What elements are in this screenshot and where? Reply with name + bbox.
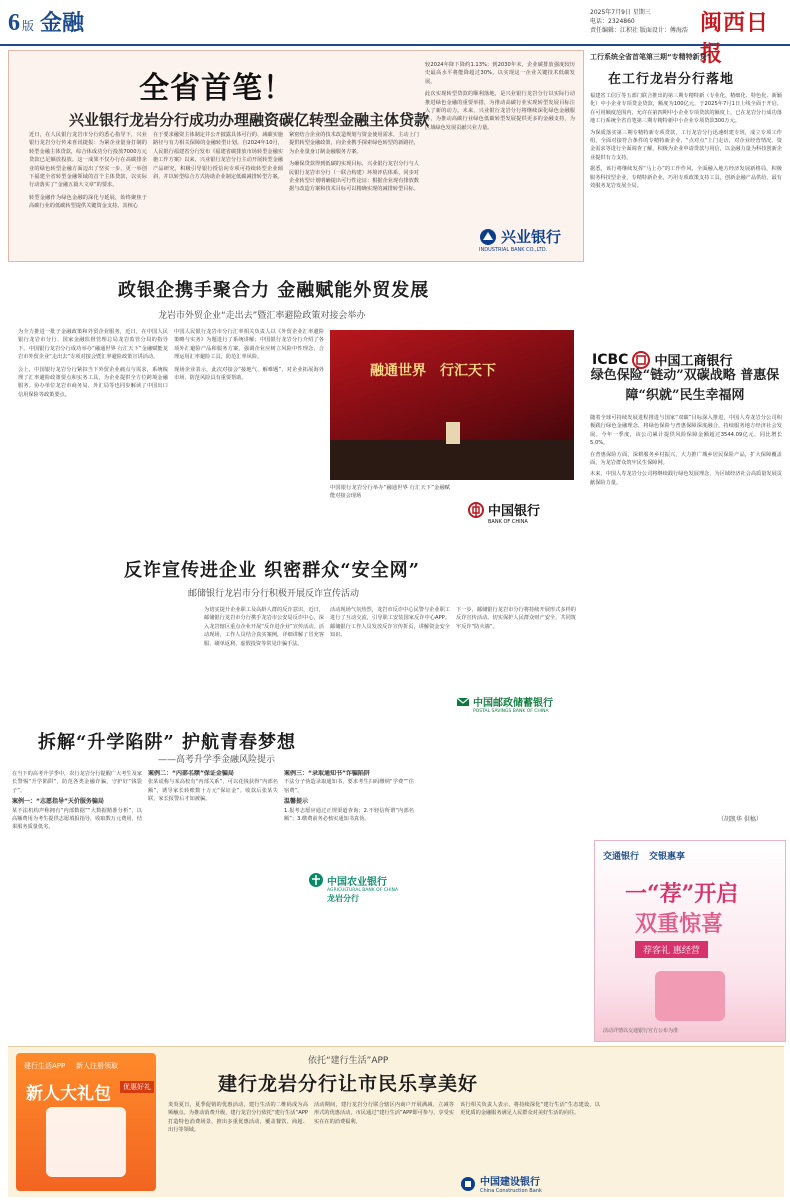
logo-english: BANK OF CHINA <box>488 519 528 525</box>
construction-bank-logo <box>460 1173 542 1194</box>
paragraph: 现场企业表示，此次对接会“接地气、解难题”，对企业拓展海外市场、防范风险具有重要帮助。 <box>174 366 324 382</box>
section-name: 金融 <box>40 10 85 36</box>
logo-text: 中国农业银行 <box>327 876 387 888</box>
bank-of-china-logo <box>468 500 540 525</box>
column-3 <box>456 606 576 686</box>
logo-english: AGRICULTURAL BANK OF CHINA <box>327 888 399 893</box>
paragraph: 中国人民银行龙岩市分行汇率相关负责人以《外贸企业汇率避险策略与实务》为题进行了系统讲解；中国银行龙岩分行介绍了各项外汇避险产品和服务方案，强调企业应树立风险中性理念，合理运用汇率避险工具，防范汇率风险。 <box>174 329 324 361</box>
logo-text: 中国银行 <box>488 504 541 519</box>
article-postal-savings-bank <box>8 552 582 722</box>
agricultural-bank-logo <box>308 872 398 904</box>
ad-app-name: 建行生活APP <box>24 1062 66 1070</box>
paragraph: 近日，在人民银行龙岩市分行的悉心指导下，兴业银行龙岩分行传来喜讯捷报：为紧企业量身打制的转型金融主体贷款，综合体成功分行投放7000万元贷款已足额放投放。这一成果不仅办行在高碳排企业的绿色转型金融方面迈出了坚实一步，更一举创下福建全省转型金融领域的首个主体贷款，以实际行动落实了“金融五篇大文章”的要求。 <box>29 132 147 189</box>
paragraph: 为保质落实第三期专精特新专项贷款，工行龙岩分行迅速组建专班，成立专项工作组，全面对接符合条件的专精特新企业，“点对点”上门走访，对企业经营情况、资金需求等进行全面调查了解，积极为企业申请贷款与用信，以金融力量为科技创新企业提供有力支持。 <box>590 129 782 161</box>
column-2 <box>148 770 278 920</box>
paragraph: 在于要求融资主体制定并公开披露具体可行的、减碳实施路径与有力相关保障的金融转型计划。自2024年10月，人民银行福建省分行发布《福建省碳排放市场转型金融实施工作方案》以来，兴业银行龙岩分行主动开展转型金融产品研究，积极引导银行授信向专项可持续转型企业倾斜，并以转型综合方式协助企业制定低碳减排转型方案。 <box>153 132 283 181</box>
article-green-insurance <box>588 362 784 832</box>
industrial-bank-icon <box>479 228 497 246</box>
ad-big-text: 新人大礼包 <box>26 1084 111 1104</box>
paragraph: 某不法机构声称拥有“内部数据”“大数据精准分析”，以高额费用为考生提供志愿填报指导，收取数万元费用，结果服务质量低劣。 <box>12 807 142 831</box>
column-1 <box>18 328 168 528</box>
paragraph: 此次实现转型贷款的顺利落地，是兴业银行龙岩分行以实际行动推进绿色金融的重要举措，为推动高碳行业实现转型发展目标注入了新的动力。未来，兴业银行龙岩分行将继续深化绿色金融服务，为推动高碳行业绿色低碳转型发展提供更多的金融支持，为区域绿色发展贡献兴业力量。 <box>425 91 575 131</box>
logo-english: POSTAL SAVINGS BANK OF CHINA <box>473 709 549 714</box>
ad-headline-2: 双重惊喜 <box>635 911 724 937</box>
paragraph: 随着全球可持续发展进程推进与国家“双碳”目标深入推进，中国人寿龙岩分公司积极践行绿色金融理念，将绿色保险与普惠保障深度融合，持续服务地方经济社会发展。今年一季度，该公司累计提供风险保障金额超过3544.09亿元，同比增长5.0%。 <box>590 415 782 447</box>
paragraph: 炎炎夏日，夏季促销的优惠活动，建行生活的二维码成为高频触点。为推动消费升级，建行龙岩分行依托“建行生活”APP打造特色消费场景，推出多重优惠活动，覆盖餐饮、商超、出行等领域。 <box>168 1102 308 1134</box>
stage-floor <box>330 440 574 480</box>
column-1 <box>204 606 324 716</box>
podium <box>446 422 460 444</box>
column-1 <box>168 1101 308 1193</box>
article-subtitle: 龙岩市外贸企业“走出去”暨汇率避险政策对接会举办 <box>158 311 366 321</box>
case-heading: 案例一：“志愿指导”天价服务骗局 <box>12 798 104 806</box>
column-3 <box>460 1101 600 1171</box>
ad-small-text: 优惠好礼 <box>120 1081 154 1093</box>
icbc-name: 中国工商银行 <box>654 354 733 369</box>
banner-text-2: 行汇天下 <box>440 363 496 379</box>
column-2 <box>153 131 283 251</box>
ad-subtitle: 新人注册领取 <box>76 1062 118 1070</box>
paragraph: 在当下的高考升学季中，农行龙岩分行提醒广大考生及家长警惕“升学陷阱”，防范各类金融诈骗，守护好“钱袋子”。 <box>12 771 142 794</box>
photo-caption: 中国银行龙岩分行举办“融通世界 行汇天下”金融赋能对接会现场 <box>330 485 450 500</box>
article-subtitle: 邮储银行龙岩市分行积极开展反诈宣传活动 <box>188 589 360 599</box>
article-bank-of-china <box>8 268 582 548</box>
logo-text: 中国邮政储蓄银行 <box>473 698 553 709</box>
agricultural-bank-icon <box>308 872 324 888</box>
article-construction-bank <box>8 1046 784 1197</box>
paragraph: 1.报考志愿应通过正规渠道查询；2.不轻信所谓“内部名额”；3.缴费前务必核实通知书真伪。 <box>284 807 414 823</box>
logo-english: INDUSTRIAL BANK CO.,LTD. <box>479 247 548 253</box>
case-heading: 案例三：“录取通知书”诈骗陷阱 <box>284 770 370 777</box>
paper-name-logo: 闽西日报 <box>700 10 770 67</box>
paragraph: 紧密结合企业的技术改造规划与资金使用需求，主动上门提供转型金融政策，向企业携手探索绿色转型的新路径，为企业量身订制金融服务方案。 <box>289 132 419 155</box>
paragraph: 为确保贷款得到低碳的实现目标，兴业银行龙岩分行与人民银行龙岩市分行（一联合构建）环境评估体系，同步对企业转型计划明确提出可行性论证：根据企业现有排放数据与改造方案和技术目标可以精确实现的减排转型目标。 <box>289 161 419 193</box>
bank-of-china-icon <box>468 502 484 518</box>
logo-text: 兴业银行 <box>501 228 562 246</box>
ad-brand-2: 交银惠享 <box>649 852 686 862</box>
paragraph: 该行相关负责人表示，将持续深化“建行生活”生态建设，以更优质的金融服务满足人民群众对美好生活的向往。 <box>460 1102 600 1117</box>
article-body <box>590 414 782 814</box>
paragraph: 较2024年降下降约1.13%；到2030年末，企业碳排放强度较历史最高水平将能降超过30%，以实现这一企业关键技术低碳发展。 <box>425 62 575 85</box>
column-3 <box>289 131 419 251</box>
paragraph: 不法分子伪造录取通知书，要求考生扫码缴纳“学费”“住宿费”。 <box>284 779 414 794</box>
article-title: 建行龙岩分行让市民乐享美好 <box>218 1073 479 1095</box>
article-subtitle: 兴业银行龙岩分行成功办理融资碳亿转型金融主体贷款 <box>69 111 430 129</box>
ccb-life-app-ad <box>16 1053 156 1191</box>
article-title: 在工行龙岩分行落地 <box>608 72 735 87</box>
column-1 <box>12 770 142 920</box>
article-body <box>590 92 782 352</box>
paragraph: 下一步，邮储银行龙岩市分行将持续开展形式多样的反诈宣传活动，切实保护人民群众财产安全，共同筑牢反诈“防火墙”。 <box>456 607 576 630</box>
issue-date: 2025年7月9日 星期三 <box>590 9 651 16</box>
ad-brand-row <box>603 849 685 862</box>
column-2 <box>330 606 450 716</box>
paragraph: 在普惠保险方面，深耕服务乡村振兴，大力推广城乡居民保险产品，扩大保障覆盖面，为龙岩群众筑牢民生保障网。 <box>590 451 782 467</box>
postal-savings-icon <box>456 695 470 709</box>
icbc-abbr: ICBC <box>592 351 629 368</box>
ad-headline: 一“荐”开启 <box>625 881 739 907</box>
case-heading: 案例二：“内部名额”保证金骗局 <box>148 770 234 777</box>
page-unit: 版 <box>22 19 35 33</box>
article-title: 拆解“升学陷阱” 护航青春梦想 <box>38 732 296 753</box>
banner-text-1: 融通世界 <box>370 363 426 379</box>
column-2 <box>314 1101 454 1193</box>
logo-text: 中国建设银行 <box>480 1177 540 1188</box>
ad-phone-graphic <box>46 1107 126 1177</box>
editor-credit: 责任编辑：江积社 版面设计：傅海浩 <box>590 27 688 34</box>
bank-of-communications-ad <box>594 840 786 1042</box>
event-photo <box>330 330 574 480</box>
column-4 <box>425 61 575 251</box>
paragraph: 会上，中国银行龙岩分行紧扣当下外贸企业痛点与需求，系统梳理了汇率避险政策要点和实务工具，为企业提供全方位跨境金融服务。协办单位龙岩市商务局、外汇局等也同步解读了中国出口信用保险等政策要点。 <box>18 366 168 398</box>
article-title: 反诈宣传进企业 织密群众“安全网” <box>124 560 420 581</box>
column-1 <box>29 131 147 251</box>
column-2 <box>174 328 324 528</box>
case-heading: 温馨提示 <box>284 798 309 806</box>
paragraph: 张某谎称与某高校有“内部关系”，可以花钱获得“内部名额”，诱导家长转账数十万元“保证金”。收款后张某失联，家长报警后才知被骗。 <box>148 779 278 803</box>
article-signoff: （胡凯华 供稿） <box>718 816 762 823</box>
paragraph: 活动现场气氛热烈，龙岩市反诈中心民警与企业职工进行了互动交流，引导职工安装国家反诈中心APP。邮储银行工作人员发放反诈宣传折页，讲解资金安全知识。 <box>330 607 450 639</box>
masthead-info <box>590 8 688 35</box>
article-title: 绿色保险“链动”双碳战略 普惠保障“织就”民生幸福网 <box>590 368 780 403</box>
ad-brand-1: 交通银行 <box>603 852 640 862</box>
paragraph: 为全力推进一批子金融政策和外贸企业服务，近日，在中国人民银行龙岩市分行、国家金融监督管理总局龙岩监管分局的指导下，中国银行龙岩分行成功举办“融通世界 行汇天下”金融赋能龙岩市外贸企业“走出去”专项对接会暨汇率避险政策宣讲活动。 <box>18 329 168 361</box>
construction-bank-icon <box>460 1176 476 1192</box>
article-industrial-bank <box>8 50 584 262</box>
article-subtitle: ——高考升学季金融风险提示 <box>158 755 276 765</box>
ad-graphic <box>655 971 725 1021</box>
article-title: 政银企携手聚合力 金融赋能外贸发展 <box>118 280 430 301</box>
paragraph: 转型金融作为绿色金融的深化与延展，始终聚焦于高碳行业的低碳转型提供关键资金支持。其核心 <box>29 194 147 210</box>
article-icbc <box>588 50 784 369</box>
paragraph: 福建省工信厅等五部门联合推出的第三期专精特新（专业化、精细化、特色化、新颖化）中小企业专项贷金贷款，额度为100亿元，于2025年7月1日上线全面于开启。在可用额度范围内，允许在第四期中小企业专项贷款的额度上，已在龙岩分行成功落地工行系统全省首笔第三期专精特新中小企业专项贷款300万元。 <box>590 93 782 125</box>
ad-tag: 荐客礼 惠经营 <box>635 941 708 958</box>
page-number: 6 <box>8 10 20 36</box>
article-kicker: 工行系统全省首笔第三期“专精特新贷” <box>590 53 712 61</box>
phone-number: 电话：2324860 <box>590 18 635 25</box>
article-kicker: 依托“建行生活”APP <box>308 1056 389 1066</box>
article-title: 全省首笔！ <box>139 71 294 106</box>
branch-name: 龙岩分行 <box>327 894 359 903</box>
ad-footnote: 活动详情以交通银行官方公布为准 <box>603 1028 679 1034</box>
paragraph: 活动期间，建行龙岩分行联合辖区内商户开展满减、立减等形式的优惠活动，市民通过“建行生活”APP即可参与，享受实实在在的消费福利。 <box>314 1102 454 1125</box>
paragraph: 据悉，该行将继续发挥“马上办”的工作作风，全面融入地方经济发展新格局，积极服务科技型企业，专精特新企业，巧用专项政策支持工具，创新金融产品供给，最有效服务龙岩发展全局。 <box>590 166 782 190</box>
page-label <box>8 6 84 37</box>
industrial-bank-logo <box>479 226 561 253</box>
paragraph: 为切实提升企业职工及高龄人群的反诈意识，近日，邮储银行龙岩市分行携手龙岩市公安局反诈中心，深入龙岩辖区重点企业开展“反诈进企业”宣传活动。活动现场，工作人员结合真实案例，详细讲解了冒充客服、刷单返利、虚假投资等常见诈骗手法。 <box>204 607 324 647</box>
logo-english: China Construction Bank <box>480 1188 542 1194</box>
article-agricultural-bank <box>8 722 582 932</box>
postal-savings-logo <box>456 694 553 714</box>
paragraph: 未来，中国人寿龙岩分公司将继续践行绿色发展理念，为区域经济社会高质量发展贡献保险力量。 <box>590 471 782 486</box>
